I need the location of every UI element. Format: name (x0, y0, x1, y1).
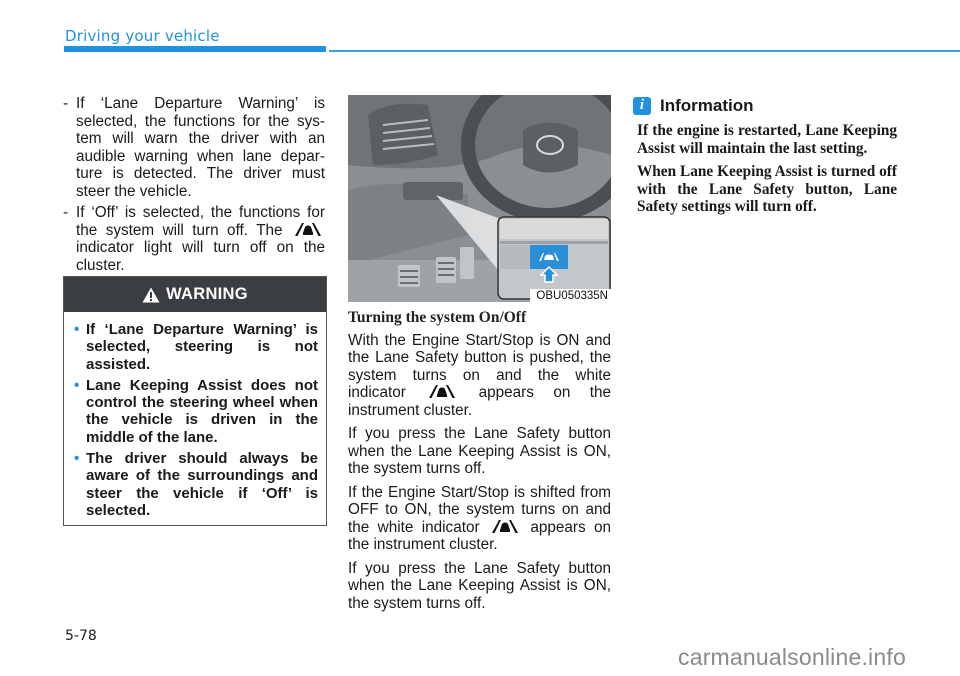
warning-bullet (74, 321, 318, 373)
list-item-text: If ‘Lane Departure Warning’ is selected, the functions for the sys-tem will warn the driver with an audible warning when lane depar-ture is detected. The driver must steer the vehicle. (76, 95, 325, 200)
header-accent-bar (64, 46, 326, 52)
warning-box (63, 276, 327, 526)
bullet-dot-icon: • (74, 321, 80, 338)
info-icon: i (633, 97, 651, 115)
dash-marker: - (63, 204, 69, 221)
warning-bullet-text: The driver should always be aware of the surroundings and steer the vehicle if ‘Off’ is selected. (86, 450, 318, 519)
paragraph (348, 332, 611, 420)
warning-triangle-icon (142, 287, 160, 303)
dashboard-figure (348, 95, 611, 302)
section-title: Turning the system On/Off (348, 309, 527, 326)
warning-bullet-text: Lane Keeping Assist does not control the steering wheel when the vehicle is driven in the middle of the lane. (86, 376, 318, 446)
text-after-icon: appears on the instrument cluster. (348, 518, 612, 553)
warning-bullet (74, 450, 318, 519)
bullet-dot-icon: • (74, 376, 80, 394)
list-item-text (76, 204, 325, 274)
warning-header (64, 277, 326, 312)
text-before-icon: If ‘Off’ is selected, the functions for the system will turn off. The (76, 204, 325, 239)
dashboard-illustration (348, 95, 611, 302)
information-paragraph: If the engine is restarted, Lane Keeping Assist will maintain the last setting. (637, 122, 897, 157)
text-before-icon: With the Engine Start/Stop is ON and the Lane Safety button is pushed, the system turns on and the white indicator (348, 331, 611, 401)
column-middle (348, 309, 611, 618)
text-after-icon: indicator light will turn off on the cluster. (76, 239, 325, 274)
warning-title: WARNING (166, 285, 248, 303)
page-number: 5-78 (65, 628, 97, 644)
warning-body (64, 312, 326, 519)
column-left (63, 95, 325, 278)
paragraph: If you press the Lane Safety button when the Lane Keeping Assist is ON, the system turns off. (348, 559, 611, 612)
information-section (637, 97, 897, 222)
paragraph: If you press the Lane Safety button when the Lane Keeping Assist is ON, the system turns off. (348, 425, 611, 477)
lane-keeping-indicator-icon (488, 519, 522, 533)
warning-bullet (74, 377, 318, 446)
lane-keeping-indicator-icon (425, 384, 459, 398)
lane-keeping-indicator-icon (291, 222, 325, 236)
list-item (63, 95, 325, 200)
dash-marker: - (63, 95, 69, 112)
information-paragraph: When Lane Keeping Assist is turned off with the Lane Safety button, Lane Safety settings will turn off. (637, 163, 897, 215)
header-rule (329, 50, 960, 52)
information-header (637, 97, 897, 115)
information-title: Information (660, 96, 754, 116)
text-after-icon: appears on the instrument cluster. (348, 384, 612, 419)
warning-bullet-text: If ‘Lane Departure Warning’ is selected, steering is not assisted. (86, 321, 318, 373)
watermark: carmanualsonline.info (678, 644, 906, 670)
figure-caption: OBU050335N (530, 289, 611, 302)
bullet-dot-icon: • (74, 450, 80, 468)
section-header-title: Driving your vehicle (65, 27, 220, 45)
paragraph (348, 484, 611, 554)
text-before-icon: If the Engine Start/Stop is shifted from OFF to ON, the system turns on and the white indicator (348, 483, 611, 536)
list-item (63, 204, 325, 274)
